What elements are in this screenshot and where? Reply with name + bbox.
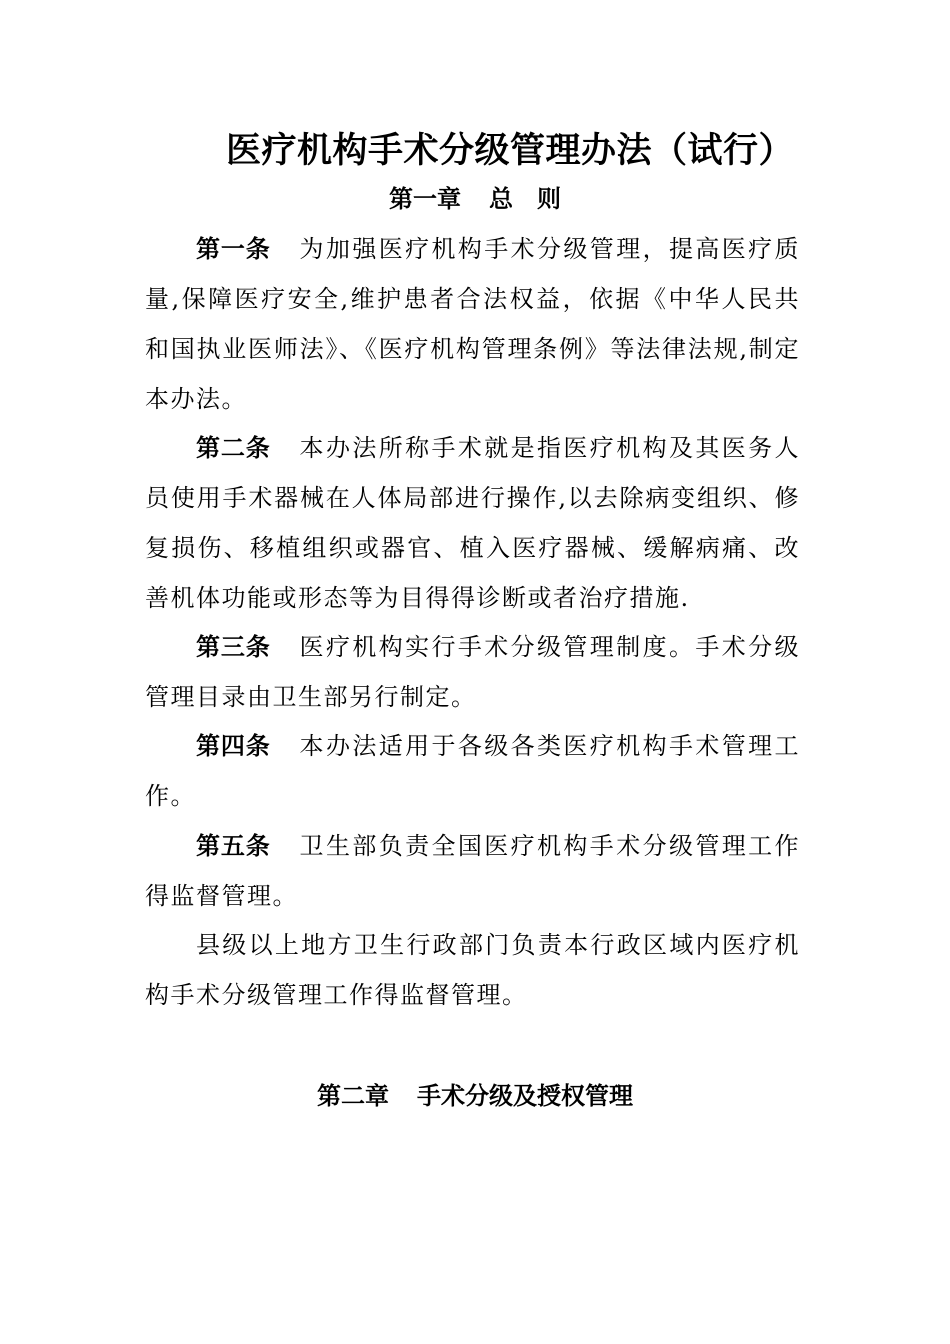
chapter-one-label: 第一章 [389, 185, 461, 213]
article-3-label: 第三条 [196, 633, 271, 661]
chapter-two-label: 第二章 [317, 1082, 389, 1110]
article-2-text: 本办法所称手术就是指医疗机构及其医务人员使用手术器械在人体局部进行操作,以去除病变组织、修复损伤、移植组织或器官、植入医疗器械、缓解病痛、改善机体功能或形态等为目得得诊断或者治疗措施. [145, 434, 801, 612]
article-1-text: 为加强医疗机构手术分级管理，提高医疗质量,保障医疗安全,维护患者合法权益，依据《中华人民共和国执业医师法》、《医疗机构管理条例》等法律法规,制定本办法。 [145, 235, 801, 413]
chapter-one-heading [0, 182, 950, 216]
article-3-text: 医疗机构实行手术分级管理制度。手术分级管理目录由卫生部另行制定。 [145, 633, 801, 711]
article-5 [145, 821, 800, 921]
article-5-paragraph: 县级以上地方卫生行政部门负责本行政区域内医疗机构手术分级管理工作得监督管理。 [145, 931, 800, 1009]
article-4-text: 本办法适用于各级各类医疗机构手术管理工作。 [145, 732, 801, 810]
article-3 [145, 622, 800, 722]
article-5-text: 卫生部负责全国医疗机构手术分级管理工作得监督管理。 [145, 832, 801, 910]
article-2-label: 第二条 [196, 434, 271, 462]
chapter-two-name: 手术分级及授权管理 [417, 1082, 633, 1110]
document-title: 医疗机构手术分级管理办法（试行） [225, 131, 794, 171]
article-4 [145, 721, 800, 821]
chapter-one-name: 总 则 [489, 185, 561, 213]
article-1 [145, 224, 800, 424]
article-5-label: 第五条 [196, 832, 271, 860]
chapter-two-heading [0, 1079, 950, 1113]
article-1-label: 第一条 [196, 235, 271, 263]
article-2 [145, 423, 800, 623]
article-4-label: 第四条 [196, 732, 271, 760]
